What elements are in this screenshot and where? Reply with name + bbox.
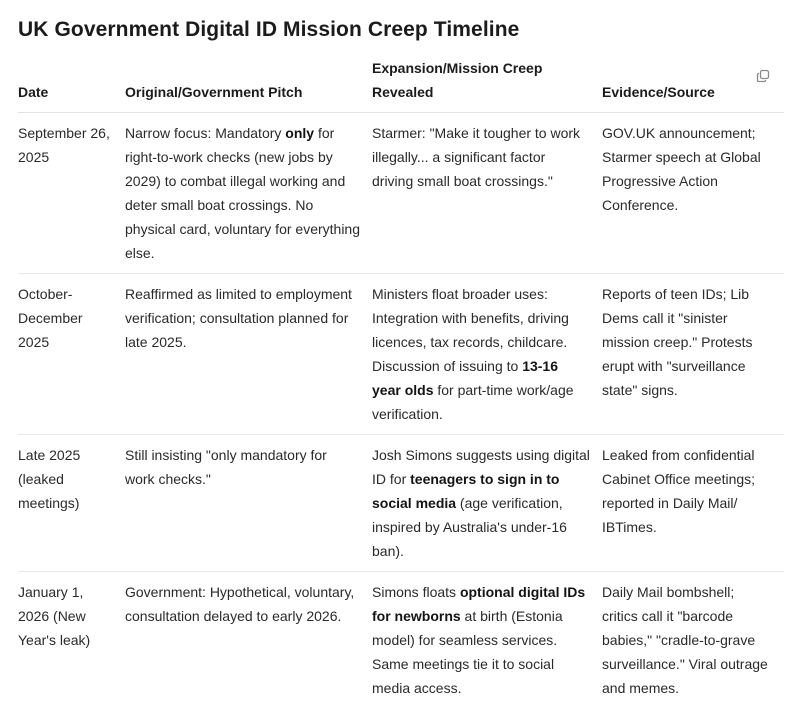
- column-header-expansion: Expansion/Mission Creep Revealed: [372, 56, 602, 113]
- text-segment: Starmer: "Make it tougher to work illegally... a significant factor driving small boat crossings.": [372, 125, 581, 189]
- emphasis-text: teenagers to sign in to social media: [372, 471, 560, 511]
- cell-source: [602, 435, 784, 572]
- text-segment: Reaffirmed as limited to employment verification; consultation planned for late 2025.: [125, 286, 352, 350]
- cell-source: [602, 274, 784, 435]
- cell-date: October-December 2025: [18, 274, 125, 435]
- cell-date: January 1, 2026 (New Year's leak): [18, 584, 91, 648]
- column-header-source: Evidence/Source: [602, 56, 784, 113]
- text-segment: at birth (Estonia model) for seamless services. Same meetings tie it to social media access.: [372, 608, 563, 696]
- table-row: [18, 274, 784, 435]
- text-segment: GOV.UK announcement; Starmer speech at Global Progressive Action Conference.: [602, 125, 761, 213]
- cell-expansion: [372, 113, 602, 274]
- timeline-table: [18, 56, 784, 708]
- table-header-row: [18, 56, 784, 113]
- table-row: [18, 435, 784, 572]
- text-segment: Ministers float broader uses: Integration with benefits, driving licences, tax records, childcare. Discussion of issuing to: [372, 286, 569, 374]
- emphasis-text: optional digital IDs for newborns: [372, 584, 586, 624]
- cell-pitch: [125, 572, 372, 709]
- text-segment: Josh Simons suggests using digital ID for: [372, 447, 590, 487]
- page-title: UK Government Digital ID Mission Creep Timeline: [18, 18, 520, 41]
- cell-date: Late 2025 (leaked meetings): [18, 435, 125, 572]
- text-segment: Government: Hypothetical, voluntary, consultation delayed to early 2026.: [125, 584, 355, 624]
- cell-date: September 26, 2025: [18, 113, 125, 274]
- table-row: [18, 113, 784, 274]
- emphasis-text: 13-16 year olds: [372, 358, 558, 398]
- cell-expansion: [372, 435, 602, 572]
- text-segment: Narrow focus: Mandatory: [125, 125, 286, 141]
- text-segment: Still insisting "only mandatory for work checks.": [125, 447, 327, 487]
- text-segment: for part-time work/age verification.: [372, 382, 574, 422]
- cell-expansion: [372, 572, 602, 709]
- text-segment: Reports of teen IDs; Lib Dems call it "sinister mission creep." Protests erupt with "surveillance state" signs.: [602, 286, 753, 398]
- cell-expansion: [372, 274, 602, 435]
- text-segment: for right-to-work checks (new jobs by 2029) to combat illegal working and deter small boat crossings. No physical card, voluntary for everything else.: [125, 125, 360, 261]
- cell-source: [602, 113, 784, 274]
- text-segment: Daily Mail bombshell; critics call it "barcode babies," "cradle-to-grave surveillance." Viral outrage and memes.: [602, 584, 768, 696]
- emphasis-text: only: [285, 125, 315, 141]
- cell-pitch: [125, 113, 372, 274]
- cell-source: [602, 572, 784, 709]
- text-segment: Simons floats: [372, 584, 460, 600]
- text-segment: Leaked from confidential Cabinet Office meetings; reported in Daily Mail/ IBTimes.: [602, 447, 756, 535]
- cell-pitch: [125, 274, 372, 435]
- cell-pitch: [125, 435, 372, 572]
- table-row: [18, 572, 784, 709]
- column-header-pitch: Original/Government Pitch: [125, 56, 372, 113]
- text-segment: (age verification, inspired by Australia's under-16 ban).: [372, 495, 567, 559]
- column-header-date: Date: [18, 56, 125, 113]
